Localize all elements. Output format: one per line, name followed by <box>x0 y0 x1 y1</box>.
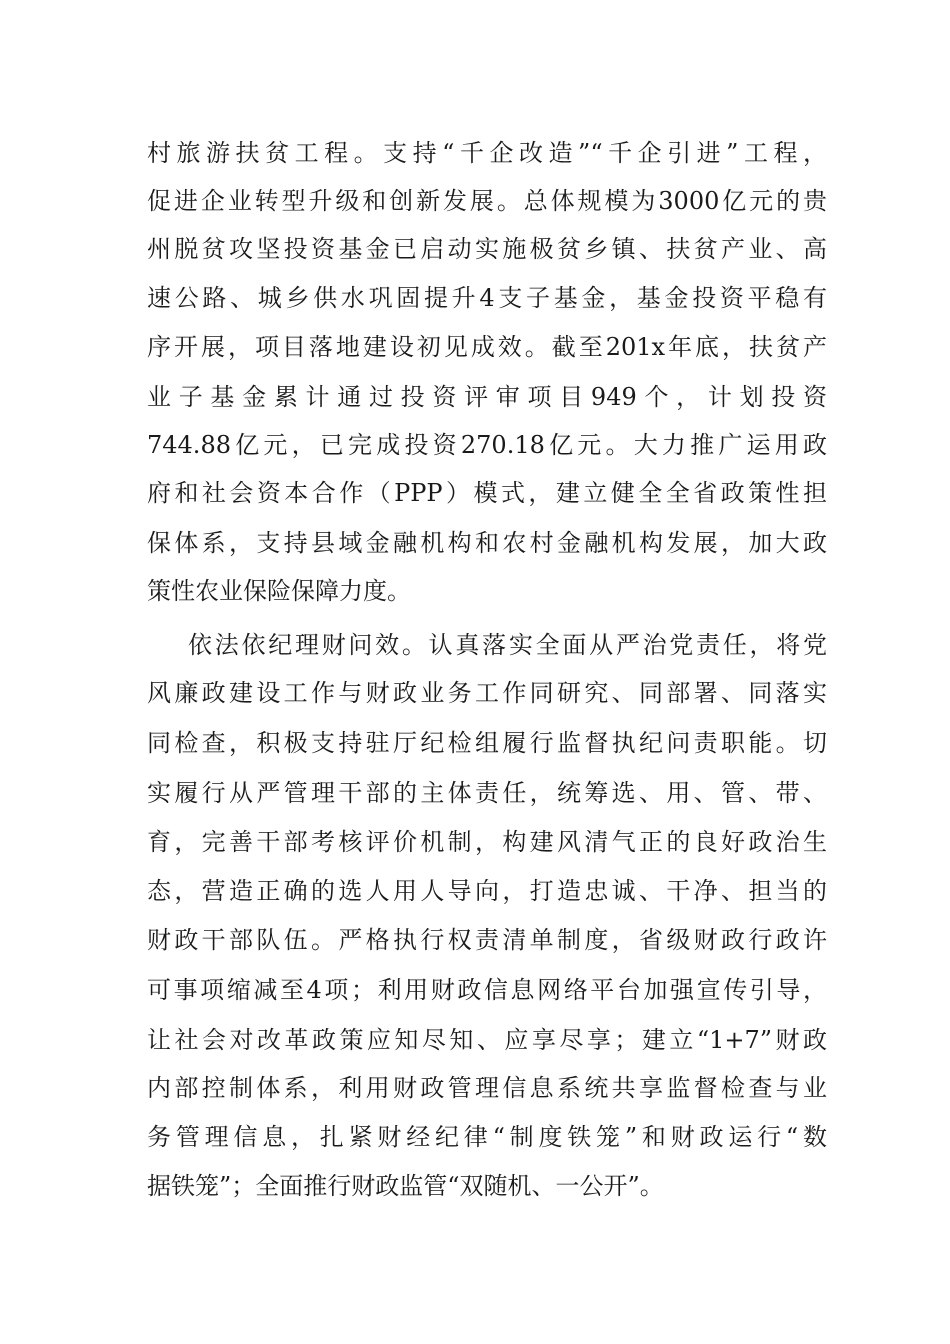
paragraph-2-line-10: 内部控制体系，利用财政管理信息系统共享监督检查与业 <box>147 1074 827 1102</box>
paragraph-2-line-1: 依法依纪理财问效。认真落实全面从严治党责任，将党 <box>188 631 827 659</box>
paragraph-2-line-7: 财政干部队伍。严格执行权责清单制度，省级财政行政许 <box>147 926 827 954</box>
paragraph-1-line-3: 州脱贫攻坚投资基金已启动实施极贫乡镇、扶贫产业、高 <box>147 235 827 263</box>
paragraph-1-line-6: 业子基金累计通过投资评审项目949个，计划投资 <box>147 383 827 411</box>
paragraph-1-line-4: 速公路、城乡供水巩固提升4支子基金，基金投资平稳有 <box>147 284 827 312</box>
paragraph-2-line-5: 育，完善干部考核评价机制，构建风清气正的良好政治生 <box>147 828 827 856</box>
paragraph-1-line-7: 744.88亿元，已完成投资270.18亿元。大力推广运用政 <box>147 431 827 459</box>
paragraph-1-line-2: 促进企业转型升级和创新发展。总体规模为3000亿元的贵 <box>147 187 827 215</box>
paragraph-2-line-3: 同检查，积极支持驻厅纪检组履行监督执纪问责职能。切 <box>147 729 827 757</box>
paragraph-2-line-12: 据铁笼”；全面推行财政监管“双随机、一公开”。 <box>147 1172 664 1200</box>
paragraph-1-line-8: 府和社会资本合作（PPP）模式，建立健全全省政策性担 <box>147 479 827 507</box>
paragraph-2-line-6: 态，营造正确的选人用人导向，打造忠诚、干净、担当的 <box>147 877 827 905</box>
paragraph-2-line-9: 让社会对改革政策应知尽知、应享尽享；建立“1+7”财政 <box>147 1026 827 1054</box>
paragraph-2-line-8: 可事项缩减至4项；利用财政信息网络平台加强宣传引导， <box>147 976 827 1004</box>
paragraph-1-line-9: 保体系，支持县域金融机构和农村金融机构发展，加大政 <box>147 529 827 557</box>
paragraph-1-line-1: 村旅游扶贫工程。支持“千企改造”“千企引进”工程， <box>147 139 827 167</box>
paragraph-2-line-2: 风廉政建设工作与财政业务工作同研究、同部署、同落实 <box>147 679 827 707</box>
paragraph-2-line-4: 实履行从严管理干部的主体责任，统筹选、用、管、带、 <box>147 779 827 807</box>
paragraph-1-line-10: 策性农业保险保障力度。 <box>147 577 411 605</box>
paragraph-2-line-11: 务管理信息，扎紧财经纪律“制度铁笼”和财政运行“数 <box>147 1123 827 1151</box>
paragraph-1-line-5: 序开展，项目落地建设初见成效。截至201x年底，扶贫产 <box>147 333 827 361</box>
